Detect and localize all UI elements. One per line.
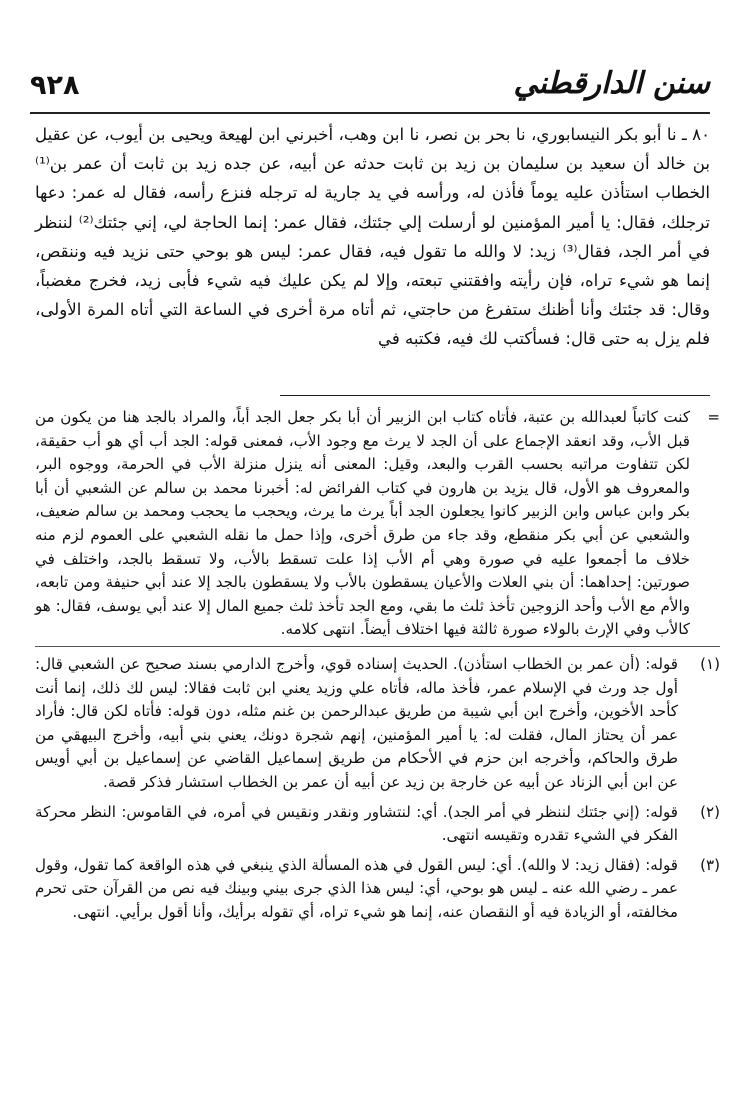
footnote-divider: [35, 646, 720, 647]
footnote-separator: [280, 395, 710, 396]
footnote-number: (٢): [700, 802, 720, 821]
footnote-number: (٣): [700, 855, 720, 874]
footnote-continued: [35, 406, 720, 642]
footnote-number: (١): [700, 654, 720, 673]
footnote-text: قوله: (إني جئتك لننظر في أمر الجد). أي: لنتشاور ونقدر ونقيس في أمره، في القاموس: النظر محركة الفكر في الشيء تقدره وتقيسه انتهى.: [35, 802, 678, 845]
main-text: [35, 120, 710, 354]
continuation-marker: =: [707, 408, 720, 426]
footnotes: [35, 406, 720, 924]
page-number: ٩٢٨: [30, 70, 80, 101]
hadith-paragraph: ٨٠ ـ نا أبو بكر النيسابوري، نا بحر بن نصر، نا ابن وهب، أخبرني ابن لهيعة ويحيى بن أيوب، عن عقيل بن خالد أن سعيد بن سليمان بن زيد بن ثابت حدثه عن أبيه، عن جده زيد بن ثابت أن عمر بن⁽¹⁾ الخطاب استأذن عليه يوماً فأذن له، ورأسه في يد جارية له ترجله فنزع رأسه، فقال له عمر: دعها ترجلك، فقال: يا أمير المؤمنين لو أرسلت إلي جئتك، فقال عمر: إنما الحاجة لي، إني جئتك⁽²⁾ لننظر في أمر الجد، فقال⁽³⁾ زيد: لا والله ما تقول فيه، فقال عمر: ليس هو بوحي حتى نزيد فيه وننقص، إنما هو شيء تراه، فإن رأيته وافقتني تبعته، وإلا لم يكن عليك فيه شيء فأبى زيد، فخرج مغضباً، وقال: قد جئتك وأنا أظنك ستفرغ من حاجتي، ثم أتاه مرة أخرى في الساعة التي أتاه المرة الأولى، فلم يزل به حتى قال: فسأكتب لك فيه، فكتبه في: [35, 125, 710, 349]
footnote-3: [35, 854, 720, 925]
footnote-1: [35, 653, 720, 795]
footnote-2: [35, 801, 720, 848]
header-rule: [30, 112, 710, 114]
page-header: [30, 66, 710, 114]
book-title: سنن الدارقطني: [513, 66, 710, 101]
footnote-continued-text: كنت كاتباً لعبدالله بن عتبة، فأتاه كتاب ابن الزبير أن أبا بكر جعل الجد أباً، والمراد بالجد هنا من يكون من قبل الأب، وقد انعقد الإجماع على أن الجد لا يرث مع وجود الأب، فمعنى قوله: الجد أب أي هو أب حقيقة، لكن تتفاوت مراتبه بحسب القرب والبعد، وقيل: المعنى أنه ينزل منزلة الأب في الحرمة، ووجوه البر، والمعروف هو الأول، قال يزيد بن هارون في كتاب الفرائض له: أخبرنا محمد بن سالم عن الشعبي أن أبا بكر وابن عباس وابن الزبير كانوا يجعلون الجد أباً يرث ما يرث، ويحجب ما يحجب ومحمد بن سالم ضعيف، والشعبي عن أبي بكر منقطع، وقد جاء من طرق أخرى، وإذا حمل ما نقله الشعبي على العموم لزم منه خلاف ما أجمعوا عليه في صورة وهي أم الأب إذا علت تسقط بالأب، ولا تسقط بالجد، واختلف في صورتين: إحداهما: أن بني العلات والأعيان يسقطون بالأب ولا يسقطون بالجد إلا عند أبي حنيفة ومن تابعه، والأم مع الأب وأحد الزوجين تأخذ ثلث ما بقي، ومع الجد تأخذ ثلث جميع المال إلا عند أبي يوسف، فقال: هو كالأب وفي الإرث بالولاء صورة ثالثة فيها اختلاف أيضاً. انتهى كلامه.: [35, 408, 690, 639]
footnote-text: قوله: (أن عمر بن الخطاب استأذن). الحديث إسناده قوي، وأخرج الدارمي بسند صحيح عن الشعبي قال: أول جد ورث في الإسلام عمر، فأخذ ماله، فأتاه علي وزيد يعني ابن ثابت فقالا: ليس لك ذلك، إنما أنت كأحد الأخوين، وأخرج ابن أبي شيبة من طريق عبدالرحمن بن غنم مثله، دون قوله: فأتاه لكن قال: فأراد عمر أن يحتاز المال، فقلت له: يا أمير المؤمنين، إنهم شجرة دونك، يعني بني أبيه، وأخرج البيهقي من طرق والحاكم، وأخرجه ابن حزم في الأحكام من طريق إسماعيل القاضي عن إسماعيل بن أبي أويس عن ابن أبي الزناد عن أبيه عن خارجة بن زيد عن أبيه أن عمر بن الخطاب استشار فذكر قصة.: [35, 654, 678, 791]
footnote-text: قوله: (فقال زيد: لا والله). أي: ليس القول في هذه المسألة الذي ينبغي في هذه الواقعة كما تقول، وقول عمر ـ رضي الله عنه ـ ليس هو بوحي، أي: ليس هذا الذي جرى بيني وبينك فيه نص من القرآن حتى تحرم مخالفته، أو الزيادة فيه أو النقصان عنه، إنما هو شيء تراه، أي تقوله برأيك، وأنا أقول برأيي. انتهى.: [35, 855, 678, 921]
